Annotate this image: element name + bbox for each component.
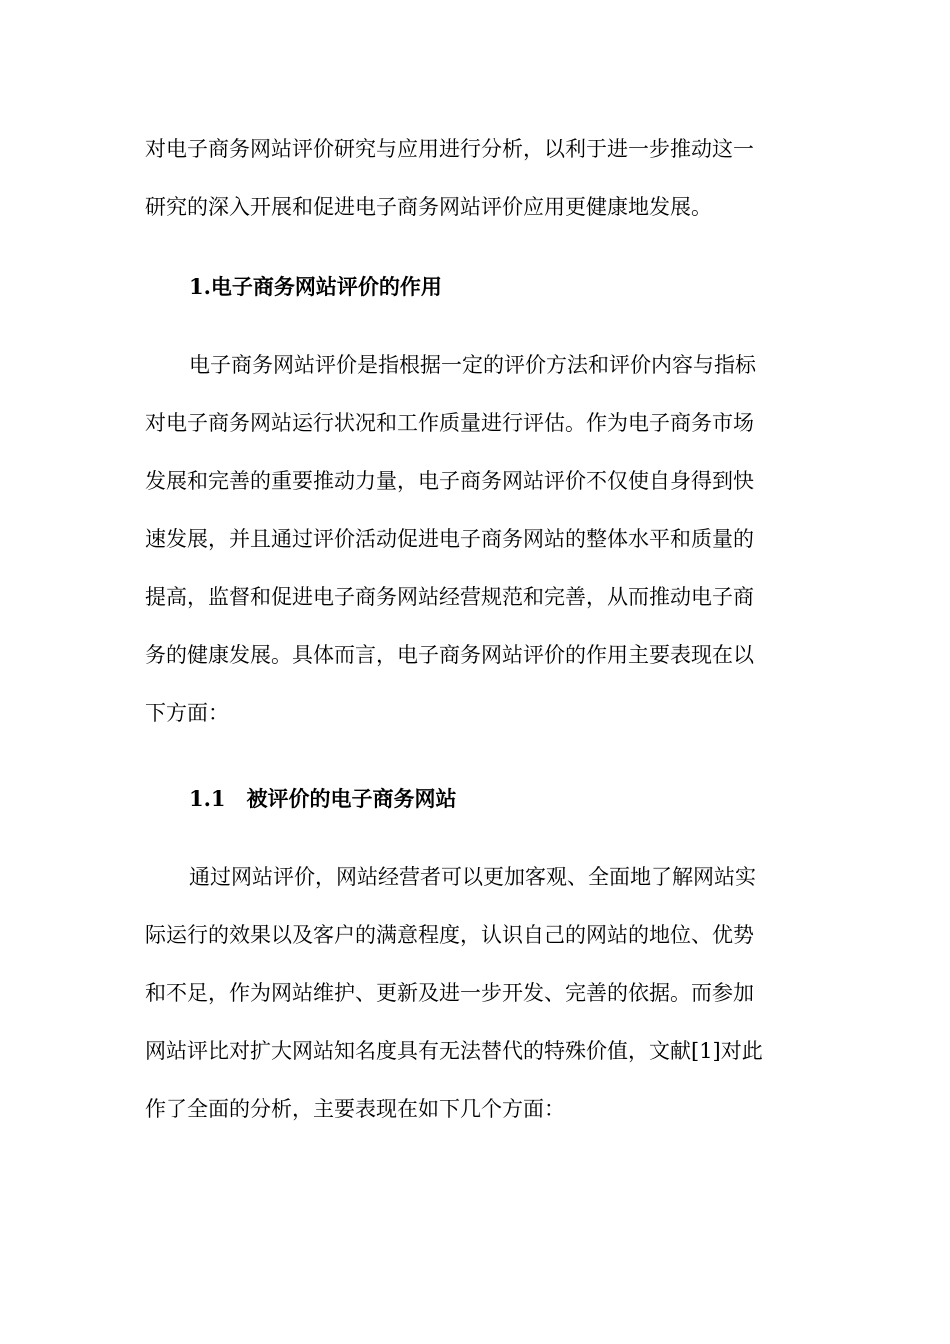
section-1-heading-block — [145, 258, 825, 316]
paragraph-line: 对电子商务网站运行状况和工作质量进行评估。作为电子商务市场 — [145, 411, 754, 435]
section-1-1-heading-block — [145, 770, 825, 828]
intro-paragraph — [145, 120, 825, 236]
section-1-1-paragraph — [145, 848, 825, 1138]
paragraph-line: 际运行的效果以及客户的满意程度，认识自己的网站的地位、优势 — [145, 923, 754, 947]
paragraph-line: 提高，监督和促进电子商务网站经营规范和完善，从而推动电子商 — [145, 585, 754, 609]
paragraph-line: 和不足，作为网站维护、更新及进一步开发、完善的依据。而参加 — [145, 981, 754, 1005]
section-1-paragraph — [145, 336, 825, 742]
section-heading: 1.1 被评价的电子商务网站 — [189, 786, 457, 811]
paragraph-line: 对电子商务网站评价研究与应用进行分析，以利于进一步推动这一 — [145, 137, 754, 161]
paragraph-line: 电子商务网站评价是指根据一定的评价方法和评价内容与指标 — [189, 353, 756, 377]
paragraph-line: 发展和完善的重要推动力量，电子商务网站评价不仅使自身得到快 — [145, 469, 754, 493]
paragraph-line: 下方面： — [145, 701, 229, 725]
paragraph-line: 研究的深入开展和促进电子商务网站评价应用更健康地发展。 — [145, 195, 712, 219]
paragraph-line: 务的健康发展。具体而言，电子商务网站评价的作用主要表现在以 — [145, 643, 754, 667]
paragraph-line: 网站评比对扩大网站知名度具有无法替代的特殊价值，文献[1]对此 — [145, 1039, 763, 1063]
paragraph-line: 通过网站评价，网站经营者可以更加客观、全面地了解网站实 — [189, 865, 756, 889]
section-heading: 1.电子商务网站评价的作用 — [189, 274, 442, 299]
paragraph-line: 速发展，并且通过评价活动促进电子商务网站的整体水平和质量的 — [145, 527, 754, 551]
paragraph-line: 作了全面的分析，主要表现在如下几个方面： — [145, 1097, 565, 1121]
